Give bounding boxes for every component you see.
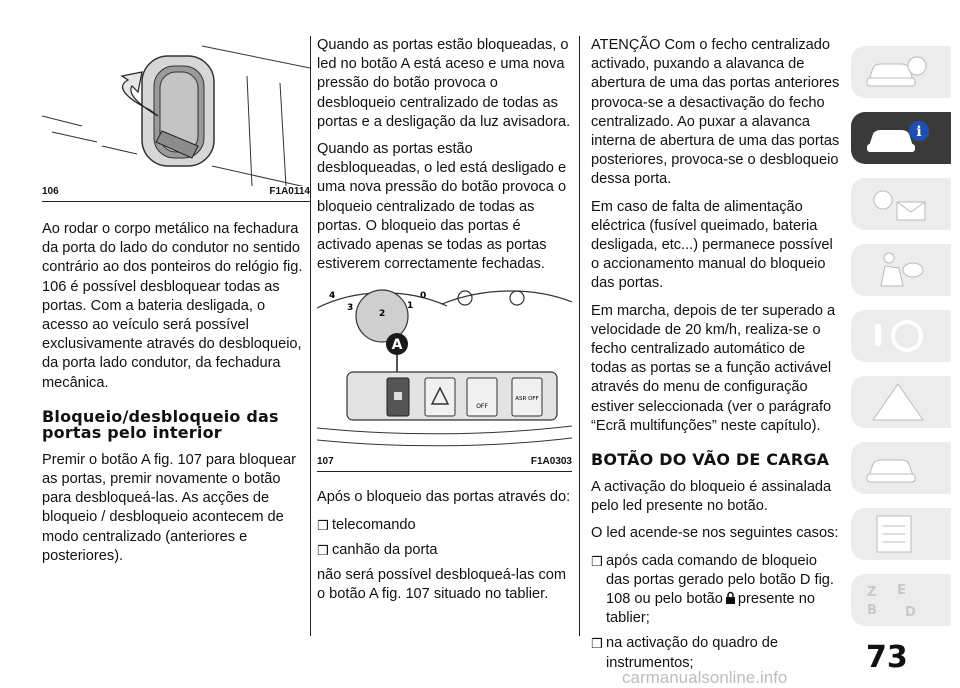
col2-paragraph-3: Após o bloqueio das portas através do: (317, 489, 571, 506)
specifications-list-icon (863, 514, 933, 554)
col2-paragraph-1: Quando as portas estão bloqueadas, o led no botão A está aceso e uma nova pressão do botão provoca o desbloqueio centralizado de todas as portas e a desligação da luz avisadora. (317, 37, 571, 130)
warning-lights-icon (863, 184, 933, 224)
tab-technical-data[interactable] (851, 508, 951, 560)
car-info-icon (863, 118, 933, 158)
car-service-icon (863, 448, 933, 488)
svg-text:E: E (897, 583, 906, 598)
col3-paragraph-4: A activação do bloqueio é assinalada pelo led presente no botão. (591, 479, 832, 515)
asr-off-label: ASR OFF (515, 396, 539, 403)
bullet-lock-command: ❒ após cada comando de bloqueio das portas gerado pelo botão D fig. 108 ou pelo botão presente no tablier; (591, 552, 834, 627)
alphabet-index-icon (863, 580, 933, 620)
steering-key-icon (863, 316, 933, 356)
figure-107-code: F1A0303 (530, 456, 572, 468)
column-divider-2 (579, 36, 580, 636)
tab-car-info[interactable] (851, 112, 951, 164)
col2-paragraph-4: não será possível desbloqueá-las com o botão A fig. 107 situado no tablier. (317, 567, 567, 603)
col3-paragraph-3: Em marcha, depois de ter superado a velocidade de 20 km/h, realiza-se o fecho centralizado automático de todas as portas se a função activável através do menu de configuração estiver seleccionada (ver o parágrafo “Ecrã multifunções” neste capítulo). (591, 302, 836, 434)
svg-text:B: B (867, 603, 877, 618)
dial-number-2: 2 (379, 309, 386, 320)
door-handle-illustration (42, 36, 310, 186)
dial-number-4: 4 (329, 291, 336, 302)
hazard-button[interactable] (425, 378, 455, 416)
figure-107-number: 107 (317, 456, 334, 468)
dial-number-0: 0 (420, 291, 427, 302)
section-heading-cargo-button: BOTÃO DO VÃO DE CARGA (591, 450, 830, 470)
section-heading-interior-locking: Bloqueio/desbloqueio das portas pelo interior (42, 406, 279, 442)
figure-107 (317, 288, 572, 472)
tab-emergency[interactable] (851, 376, 951, 428)
column-divider-1 (310, 36, 311, 636)
vent-icon-right (510, 291, 524, 305)
tab-car-check[interactable] (851, 46, 951, 98)
svg-text:D: D (905, 605, 916, 620)
bullet-instrument-panel: ❒ na activação do quadro de instrumentos; (591, 635, 779, 671)
svg-text:i: i (916, 124, 922, 140)
col1-paragraph-2: Premir o botão A fig. 107 para bloquear as portas, premir novamente o botão para desbloqueá-las. As acções de bloqueio / desbloqueio acontecem de modo centralizado (anteriores e posteriores). (42, 451, 296, 564)
lock-button-icon (394, 392, 402, 400)
tab-warning-lights[interactable] (851, 178, 951, 230)
column-3 (591, 36, 841, 679)
tab-index[interactable] (851, 574, 951, 626)
esp-off-button[interactable] (467, 378, 497, 416)
figure-106-number: 106 (42, 186, 59, 197)
tab-starting-driving[interactable] (851, 310, 951, 362)
page-number: 73 (866, 640, 908, 675)
tab-safety[interactable] (851, 244, 951, 296)
figure-106 (42, 36, 310, 202)
airbag-seat-icon (863, 250, 933, 290)
breakdown-triangle-icon (863, 382, 933, 422)
col2-paragraph-2: Quando as portas estão desbloqueadas, o led está desligado e uma nova pressão do botão provoca o bloqueio centralizado de todas as portas. O bloqueio das portas é activado apenas se todas as portas estiverem correctamente fechadas. (317, 141, 567, 273)
col3-paragraph-1: ATENÇÃO Com o fecho centralizado activado, puxando a alavanca de abertura de uma das portas anteriores provoca-se a desactivação do fecho centralizado. Ao puxar a alavanca interna de abertura de uma das portas posteriores, provoca-se o desbloqueio dessa porta. (591, 37, 840, 188)
chapter-tabs (851, 46, 951, 640)
watermark: carmanualsonline.info (622, 668, 788, 687)
col1-paragraph-1: Ao rodar o corpo metálico na fechadura da porta do lado do condutor no sentido contrário ao dos ponteiros do relógio fig. 106 é possível desbloquear todas as portas. Com a bateria desligada, o acesso ao veículo será possível exclusivamente através do desbloqueio, da porta lado condutor, da fechadura mecânica. (42, 221, 303, 391)
car-check-icon (863, 52, 933, 92)
svg-text:Z: Z (867, 585, 877, 600)
lock-icon (725, 591, 736, 605)
bullet-remote: ❒ telecomando (317, 516, 416, 533)
dashboard-buttons-illustration (317, 288, 572, 453)
figure-106-code: F1A0114 (269, 186, 310, 197)
column-2 (317, 36, 572, 612)
col3-paragraph-2: Em caso de falta de alimentação eléctrica (fusível queimado, bateria desligada, etc...) permanece possível o accionamento manual do bloqueio das portas. (591, 198, 833, 292)
column-1 (42, 36, 310, 574)
esp-off-label: OFF (476, 403, 488, 411)
dial-number-1: 1 (407, 301, 414, 312)
col3-paragraph-5: O led acende-se nos seguintes casos: (591, 525, 839, 542)
callout-a-label: A (391, 337, 403, 354)
tab-maintenance[interactable] (851, 442, 951, 494)
dial-number-3: 3 (347, 303, 354, 314)
bullet-door-lock: ❒ canhão da porta (317, 541, 438, 558)
